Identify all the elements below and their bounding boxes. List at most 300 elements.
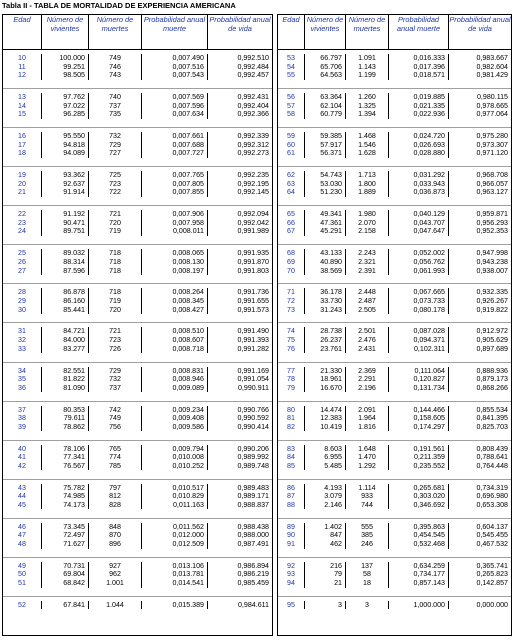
muertes-cell: 2.476 <box>346 336 389 345</box>
prob-muerte-cell: 0,007.543 <box>142 71 208 80</box>
vivientes-cell: 49.341 <box>305 210 346 219</box>
edad-cell: 46 <box>3 523 42 532</box>
table-row <box>3 523 272 532</box>
table-row <box>3 406 272 415</box>
vivientes-cell: 8.603 <box>305 445 346 454</box>
table-body <box>278 50 511 635</box>
prob-muerte-cell: 0,015.389 <box>142 601 208 610</box>
vivientes-cell: 97.022 <box>42 102 89 111</box>
edad-cell: 51 <box>3 579 42 588</box>
prob-muerte-cell: 0,265.681 <box>389 484 449 493</box>
vivientes-cell: 56.371 <box>305 149 346 158</box>
table-row <box>3 54 272 63</box>
table-row <box>3 180 272 189</box>
table-row <box>3 375 272 384</box>
prob-muerte-cell: 0,857.143 <box>389 579 449 588</box>
prob-vida-cell: 0,966.057 <box>476 179 508 188</box>
prob-vida-cell: 0,992.042 <box>237 218 269 227</box>
prob-vida-cell: 0,991.282 <box>237 344 269 353</box>
prob-muerte-cell: 0,056.762 <box>389 258 449 267</box>
table-row <box>278 141 511 150</box>
edad-cell: 73 <box>278 306 305 315</box>
prob-vida-cell: 0,992.457 <box>237 71 269 80</box>
prob-vida-cell: 0,905.629 <box>476 336 508 345</box>
prob-muerte-cell: 0,008.065 <box>142 249 208 258</box>
edad-cell: 62 <box>278 171 305 180</box>
prob-muerte-cell: 0,008.264 <box>142 288 208 297</box>
table-row <box>278 327 511 336</box>
edad-cell: 19 <box>3 171 42 180</box>
vivientes-cell: 79 <box>305 570 346 579</box>
prob-muerte-cell: 0,454.545 <box>389 531 449 540</box>
prob-muerte-cell: 0,007.569 <box>142 93 208 102</box>
prob-muerte-cell: 0,073.733 <box>389 297 449 306</box>
edad-cell: 10 <box>3 54 42 63</box>
table-row <box>3 384 272 393</box>
prob-muerte-cell: 0,012.000 <box>142 531 208 540</box>
prob-vida-cell: 0,952.353 <box>476 227 508 236</box>
muertes-cell: 719 <box>89 297 142 306</box>
row-group <box>3 597 272 635</box>
header-prob-vida: Probabilidad anual de vida <box>209 15 271 33</box>
prob-vida-cell: 0,991.736 <box>237 288 269 297</box>
prob-vida-cell: 0,991.870 <box>237 257 269 266</box>
vivientes-cell: 51.230 <box>305 188 346 197</box>
prob-muerte-cell: 0,010.829 <box>142 492 208 501</box>
prob-muerte-cell: 0,111.064 <box>389 367 449 376</box>
table-row <box>278 180 511 189</box>
vivientes-cell: 75.782 <box>42 484 89 493</box>
edad-cell: 94 <box>278 579 305 588</box>
table-row <box>278 249 511 258</box>
prob-vida-cell: 0,977.064 <box>476 110 508 119</box>
muertes-cell: 729 <box>89 141 142 150</box>
row-group <box>278 89 511 128</box>
muertes-cell: 746 <box>89 63 142 72</box>
muertes-cell: 723 <box>89 180 142 189</box>
vivientes-cell: 23.761 <box>305 345 346 354</box>
table-row <box>278 110 511 119</box>
mortality-table-left <box>2 14 273 636</box>
table-header <box>278 15 511 50</box>
table-row <box>3 141 272 150</box>
edad-cell: 32 <box>3 336 42 345</box>
prob-muerte-cell: 0,395.863 <box>389 523 449 532</box>
muertes-cell: 774 <box>89 453 142 462</box>
edad-cell: 66 <box>278 219 305 228</box>
prob-vida-cell: 0,947.998 <box>476 249 508 258</box>
edad-cell: 47 <box>3 531 42 540</box>
prob-vida-cell: 0,971.120 <box>476 149 508 158</box>
table-row <box>3 219 272 228</box>
edad-cell: 25 <box>3 249 42 258</box>
muertes-cell: 812 <box>89 492 142 501</box>
edad-cell: 38 <box>3 414 42 423</box>
vivientes-cell: 18.961 <box>305 375 346 384</box>
prob-vida-cell: 0,912.972 <box>476 327 508 336</box>
prob-muerte-cell: 0,047.647 <box>389 227 449 236</box>
prob-vida-cell: 0,983.667 <box>476 54 508 62</box>
table-row <box>278 132 511 141</box>
table-row <box>278 562 511 571</box>
prob-muerte-cell: 0,094.371 <box>389 336 449 345</box>
prob-vida-cell: 0,984.611 <box>237 600 269 609</box>
muertes-cell: 744 <box>346 501 389 510</box>
prob-muerte-cell: 0,013.781 <box>142 570 208 579</box>
table-row <box>278 267 511 276</box>
table-row <box>278 484 511 493</box>
muertes-cell: 749 <box>89 54 142 63</box>
table-row <box>278 93 511 102</box>
prob-vida-cell: 0,992.235 <box>237 171 269 180</box>
edad-cell: 76 <box>278 345 305 354</box>
edad-cell: 68 <box>278 249 305 258</box>
prob-vida-cell: 0,545.455 <box>476 531 508 540</box>
prob-vida-cell: 0,938.007 <box>476 266 508 275</box>
vivientes-cell: 83.277 <box>42 345 89 354</box>
edad-cell: 53 <box>278 54 305 63</box>
vivientes-cell: 216 <box>305 562 346 571</box>
muertes-cell: 720 <box>89 219 142 228</box>
prob-vida-cell: 0,991.803 <box>237 266 269 275</box>
muertes-cell: 1.091 <box>346 54 389 63</box>
prob-muerte-cell: 0,067.665 <box>389 288 449 297</box>
table-row <box>3 579 272 588</box>
table-header <box>3 15 272 50</box>
muertes-cell: 1.114 <box>346 484 389 493</box>
muertes-cell: 743 <box>89 71 142 80</box>
prob-vida-cell: 0,808.439 <box>476 444 508 453</box>
prob-muerte-cell: 0,012.509 <box>142 540 208 549</box>
prob-muerte-cell: 0,009.234 <box>142 406 208 415</box>
muertes-cell: 1.816 <box>346 423 389 432</box>
muertes-cell: 870 <box>89 531 142 540</box>
prob-vida-cell: 0,968.708 <box>476 171 508 180</box>
prob-muerte-cell: 0,022.936 <box>389 110 449 119</box>
edad-cell: 85 <box>278 462 305 471</box>
vivientes-cell: 462 <box>305 540 346 549</box>
prob-vida-cell: 0,467.532 <box>476 539 508 548</box>
prob-vida-cell: 0,991.573 <box>237 305 269 314</box>
prob-muerte-cell: 0,158.605 <box>389 414 449 423</box>
edad-cell: 12 <box>3 71 42 80</box>
table-row <box>278 570 511 579</box>
prob-vida-cell: 0,988.837 <box>237 500 269 509</box>
row-group <box>3 128 272 167</box>
muertes-cell: 722 <box>89 188 142 197</box>
vivientes-cell: 40.890 <box>305 258 346 267</box>
table-row <box>278 102 511 111</box>
edad-cell: 88 <box>278 501 305 510</box>
vivientes-cell: 21 <box>305 579 346 588</box>
prob-vida-cell: 0,888.936 <box>476 366 508 375</box>
muertes-cell: 756 <box>89 423 142 432</box>
table-row <box>3 540 272 549</box>
row-group <box>278 50 511 89</box>
vivientes-cell: 67.841 <box>42 601 89 610</box>
table-row <box>278 149 511 158</box>
edad-cell: 69 <box>278 258 305 267</box>
prob-vida-cell: 0,991.935 <box>237 249 269 258</box>
edad-cell: 44 <box>3 492 42 501</box>
vivientes-cell: 57.917 <box>305 141 346 150</box>
table-row <box>3 171 272 180</box>
prob-muerte-cell: 0,131.734 <box>389 384 449 393</box>
edad-cell: 81 <box>278 414 305 423</box>
prob-muerte-cell: 0,007.661 <box>142 132 208 141</box>
muertes-cell: 765 <box>89 445 142 454</box>
muertes-cell: 1.001 <box>89 579 142 588</box>
edad-cell: 42 <box>3 462 42 471</box>
muertes-cell: 737 <box>89 384 142 393</box>
muertes-cell: 1.468 <box>346 132 389 141</box>
edad-cell: 79 <box>278 384 305 393</box>
vivientes-cell: 59.385 <box>305 132 346 141</box>
row-group <box>3 363 272 402</box>
vivientes-cell: 70.731 <box>42 562 89 571</box>
prob-vida-cell: 0,990.414 <box>237 422 269 431</box>
prob-muerte-cell: 0,040.129 <box>389 210 449 219</box>
prob-muerte-cell: 0,634.259 <box>389 562 449 571</box>
table-row <box>278 227 511 236</box>
muertes-cell: 723 <box>89 336 142 345</box>
edad-cell: 80 <box>278 406 305 415</box>
vivientes-cell: 91.914 <box>42 188 89 197</box>
table-row <box>278 492 511 501</box>
prob-vida-cell: 0,992.431 <box>237 93 269 102</box>
prob-vida-cell: 0,992.312 <box>237 140 269 149</box>
muertes-cell: 2.391 <box>346 267 389 276</box>
prob-muerte-cell: 0,009.408 <box>142 414 208 423</box>
prob-muerte-cell: 0,007.906 <box>142 210 208 219</box>
table-row <box>278 297 511 306</box>
muertes-cell: 727 <box>89 149 142 158</box>
table-row <box>3 531 272 540</box>
muertes-cell: 726 <box>89 345 142 354</box>
row-group <box>278 402 511 441</box>
prob-muerte-cell: 0,018.571 <box>389 71 449 80</box>
muertes-cell: 2.487 <box>346 297 389 306</box>
table-row <box>278 54 511 63</box>
row-group <box>3 89 272 128</box>
table-row <box>278 523 511 532</box>
prob-muerte-cell: 0,007.490 <box>142 54 208 63</box>
table-row <box>278 71 511 80</box>
muertes-cell: 1.325 <box>346 102 389 111</box>
prob-vida-cell: 0,963.127 <box>476 188 508 197</box>
vivientes-cell: 92.637 <box>42 180 89 189</box>
muertes-cell: 721 <box>89 210 142 219</box>
prob-vida-cell: 0,696.980 <box>476 492 508 501</box>
edad-cell: 71 <box>278 288 305 297</box>
table-row <box>3 249 272 258</box>
prob-muerte-cell: 0,007.688 <box>142 141 208 150</box>
prob-vida-cell: 0,987.491 <box>237 539 269 548</box>
muertes-cell: 137 <box>346 562 389 571</box>
vivientes-cell: 81.822 <box>42 375 89 384</box>
edad-cell: 61 <box>278 149 305 158</box>
vivientes-cell: 21.330 <box>305 367 346 376</box>
table-row <box>278 63 511 72</box>
vivientes-cell: 78.106 <box>42 445 89 454</box>
edad-cell: 78 <box>278 375 305 384</box>
edad-cell: 45 <box>3 501 42 510</box>
prob-muerte-cell: 0,346.692 <box>389 501 449 510</box>
edad-cell: 87 <box>278 492 305 501</box>
row-group <box>278 206 511 245</box>
table-row <box>3 132 272 141</box>
prob-vida-cell: 0,986.894 <box>237 561 269 570</box>
edad-cell: 18 <box>3 149 42 158</box>
muertes-cell: 2.369 <box>346 367 389 376</box>
muertes-cell: 1.292 <box>346 462 389 471</box>
table-row <box>278 445 511 454</box>
edad-cell: 90 <box>278 531 305 540</box>
muertes-cell: 785 <box>89 462 142 471</box>
edad-cell: 58 <box>278 110 305 119</box>
vivientes-cell: 68.842 <box>42 579 89 588</box>
vivientes-cell: 74.985 <box>42 492 89 501</box>
muertes-cell: 742 <box>89 406 142 415</box>
prob-vida-cell: 0,991.169 <box>237 366 269 375</box>
edad-cell: 29 <box>3 297 42 306</box>
vivientes-cell: 94.818 <box>42 141 89 150</box>
prob-muerte-cell: 0,007.516 <box>142 63 208 72</box>
prob-vida-cell: 0,992.273 <box>237 149 269 158</box>
prob-vida-cell: 0,142.857 <box>476 579 508 587</box>
prob-vida-cell: 0,981.429 <box>476 71 508 80</box>
vivientes-cell: 26.237 <box>305 336 346 345</box>
row-group <box>3 50 272 89</box>
muertes-cell: 1.800 <box>346 180 389 189</box>
edad-cell: 64 <box>278 188 305 197</box>
edad-cell: 41 <box>3 453 42 462</box>
prob-vida-cell: 0,980.115 <box>476 93 508 102</box>
edad-cell: 34 <box>3 367 42 376</box>
muertes-cell: 2.158 <box>346 227 389 236</box>
prob-muerte-cell: 0,026.693 <box>389 141 449 150</box>
vivientes-cell: 81.090 <box>42 384 89 393</box>
edad-cell: 33 <box>3 345 42 354</box>
table-row <box>278 219 511 228</box>
edad-cell: 16 <box>3 132 42 141</box>
edad-cell: 40 <box>3 445 42 454</box>
prob-muerte-cell: 0,052.002 <box>389 249 449 258</box>
header-prob-vida: Probabilidad anual de vida <box>449 15 511 33</box>
prob-vida-cell: 0,932.335 <box>476 288 508 297</box>
row-group <box>3 558 272 597</box>
table-row <box>278 531 511 540</box>
prob-muerte-cell: 0,043.707 <box>389 219 449 228</box>
muertes-cell: 1.546 <box>346 141 389 150</box>
prob-muerte-cell: 0,120.827 <box>389 375 449 384</box>
header-edad: Edad <box>278 15 305 49</box>
prob-vida-cell: 0,982.604 <box>476 62 508 71</box>
prob-vida-cell: 0,992.484 <box>237 62 269 71</box>
row-group <box>278 245 511 284</box>
row-group <box>278 167 511 206</box>
prob-vida-cell: 0,992.094 <box>237 210 269 219</box>
table-row <box>3 484 272 493</box>
table-row <box>3 423 272 432</box>
muertes-cell: 740 <box>89 93 142 102</box>
prob-muerte-cell: 0,019.885 <box>389 93 449 102</box>
prob-muerte-cell: 0,021.335 <box>389 102 449 111</box>
table-row <box>3 462 272 471</box>
prob-muerte-cell: 0,024.720 <box>389 132 449 141</box>
prob-muerte-cell: 0,008.427 <box>142 306 208 315</box>
vivientes-cell: 89.032 <box>42 249 89 258</box>
table-row <box>278 171 511 180</box>
edad-cell: 22 <box>3 210 42 219</box>
muertes-cell: 927 <box>89 562 142 571</box>
vivientes-cell: 31.243 <box>305 306 346 315</box>
prob-vida-cell: 0,989.171 <box>237 492 269 501</box>
edad-cell: 50 <box>3 570 42 579</box>
vivientes-cell: 69.804 <box>42 570 89 579</box>
edad-cell: 31 <box>3 327 42 336</box>
prob-muerte-cell: 0,007.727 <box>142 149 208 158</box>
muertes-cell: 1.470 <box>346 453 389 462</box>
edad-cell: 30 <box>3 306 42 315</box>
prob-vida-cell: 0,990.206 <box>237 444 269 453</box>
row-group <box>278 323 511 362</box>
table-row <box>278 501 511 510</box>
muertes-cell: 719 <box>89 227 142 236</box>
edad-cell: 84 <box>278 453 305 462</box>
table-row <box>3 93 272 102</box>
table-row <box>3 63 272 72</box>
muertes-cell: 246 <box>346 540 389 549</box>
edad-cell: 86 <box>278 484 305 493</box>
muertes-cell: 2.243 <box>346 249 389 258</box>
table-row <box>278 367 511 376</box>
edad-cell: 13 <box>3 93 42 102</box>
prob-muerte-cell: 0,007.805 <box>142 180 208 189</box>
vivientes-cell: 66.797 <box>305 54 346 63</box>
prob-muerte-cell: 0,191.561 <box>389 445 449 454</box>
prob-muerte-cell: 0,013.106 <box>142 562 208 571</box>
vivientes-cell: 84.000 <box>42 336 89 345</box>
muertes-cell: 2.196 <box>346 384 389 393</box>
row-group <box>3 519 272 558</box>
table-row <box>278 579 511 588</box>
mortality-table-right <box>277 14 512 636</box>
header-prob-muerte: Probabilidad anual muerte <box>142 15 208 49</box>
prob-vida-cell: 0,992.339 <box>237 132 269 141</box>
muertes-cell: 718 <box>89 267 142 276</box>
prob-vida-cell: 0,000.000 <box>476 600 508 609</box>
prob-vida-cell: 0,990.911 <box>237 383 269 392</box>
table-row <box>278 423 511 432</box>
vivientes-cell: 85.441 <box>42 306 89 315</box>
row-group <box>3 206 272 245</box>
muertes-cell: 2.501 <box>346 327 389 336</box>
table-body <box>3 50 272 635</box>
prob-muerte-cell: 0,061.993 <box>389 267 449 276</box>
prob-vida-cell: 0,978.665 <box>476 101 508 110</box>
muertes-cell: 1.394 <box>346 110 389 119</box>
edad-cell: 83 <box>278 445 305 454</box>
edad-cell: 60 <box>278 141 305 150</box>
prob-muerte-cell: 0,010.008 <box>142 453 208 462</box>
prob-muerte-cell: 0,174.297 <box>389 423 449 432</box>
page-title: Tabla II - TABLA DE MORTALIDAD DE EXPERIENCIA AMERICANA <box>2 1 236 10</box>
prob-vida-cell: 0,959.871 <box>476 210 508 219</box>
muertes-cell: 1.980 <box>346 210 389 219</box>
table-row <box>278 453 511 462</box>
edad-cell: 56 <box>278 93 305 102</box>
